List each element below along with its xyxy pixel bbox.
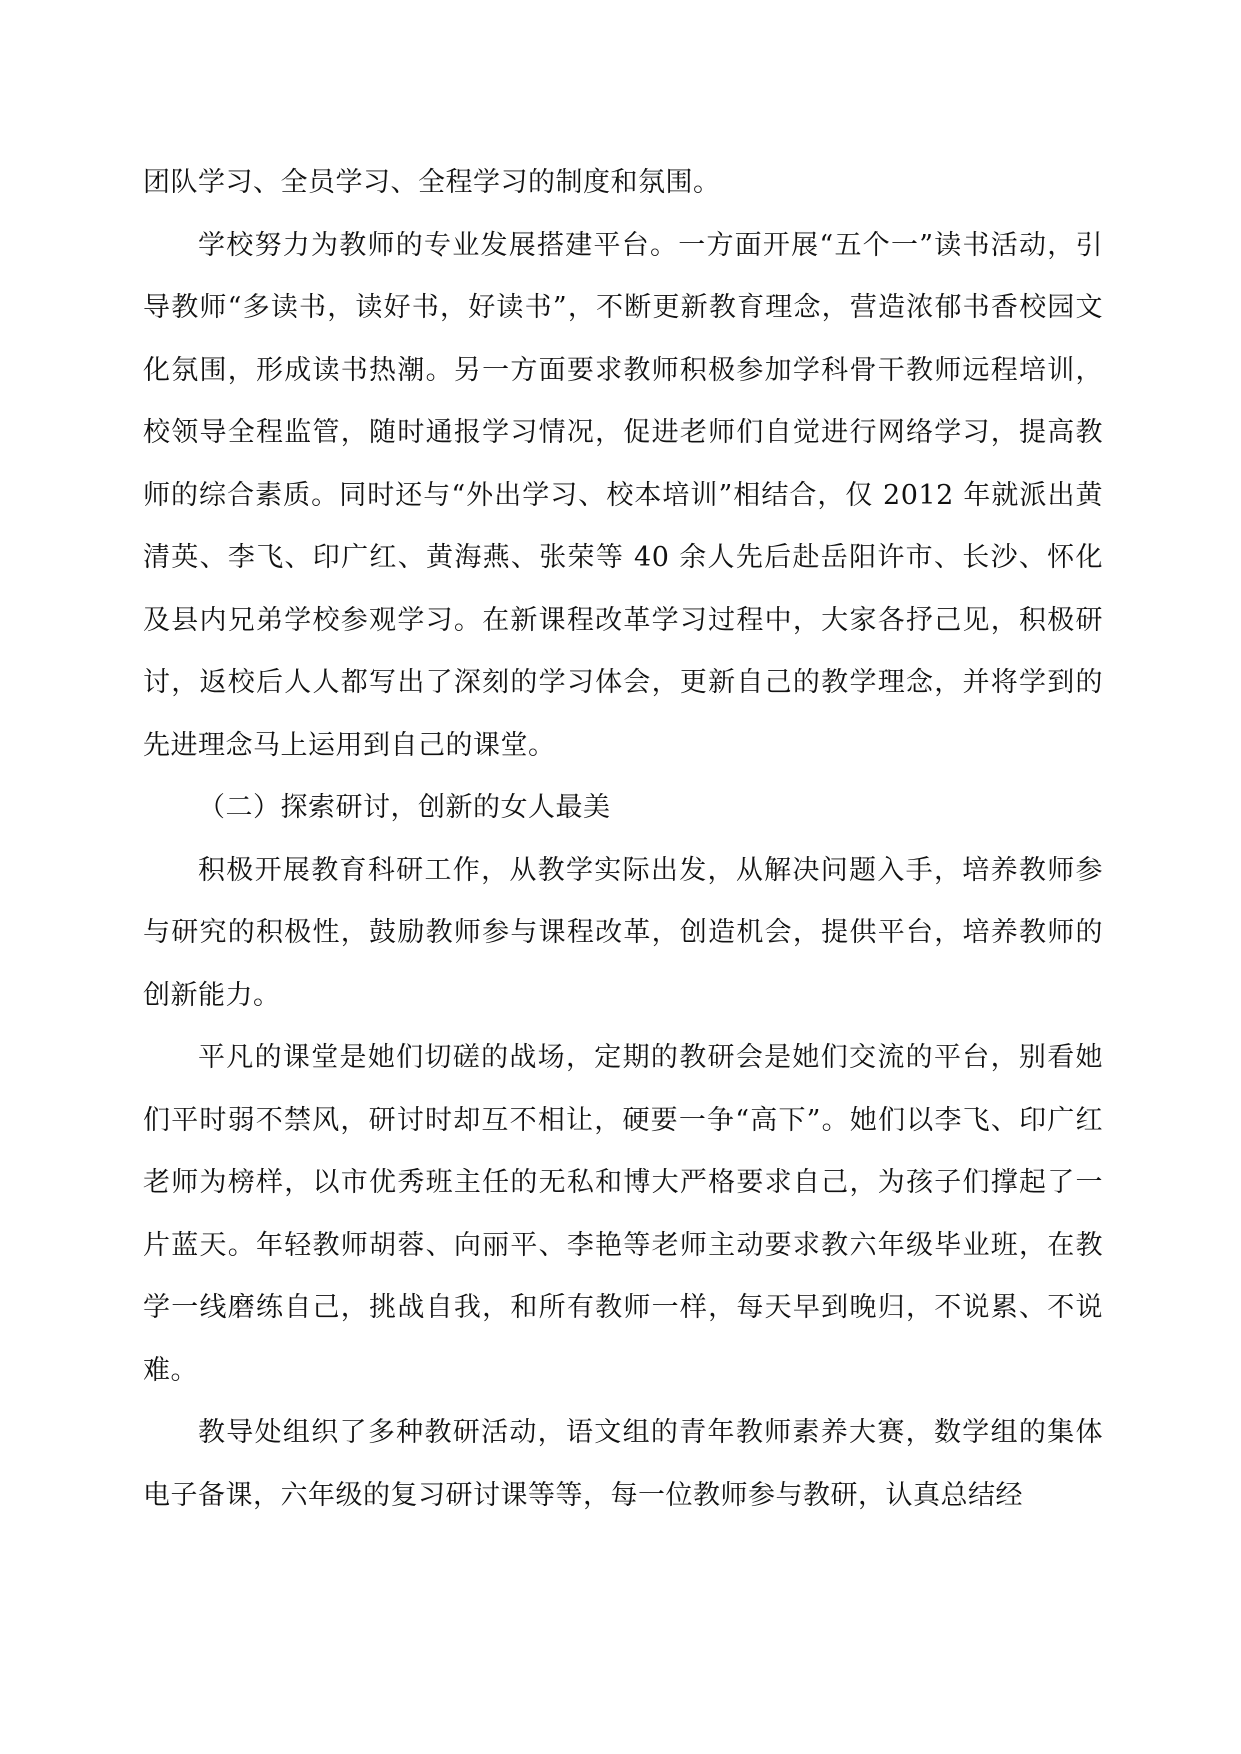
paragraph-teacher-development: 学校努力为教师的专业发展搭建平台。一方面开展“五个一”读书活动，引导教师“多读书，读好书，好读书”，不断更新教育理念，营造浓郁书香校园文化氛围，形成读书热潮。另一方面要求教师积极参加学科骨干教师远程培训，校领导全程监管，随时通报学习情况，促进老师们自觉进行网络学习，提高教师的综合素质。同时还与“外出学习、校本培训”相结合，仅 2012 年就派出黄清英、李飞、印广红、黄海燕、张荣等 40 余人先后赴岳阳许市、长沙、怀化及县内兄弟学校参观学习。在新课程改革学习过程中，大家各抒己见，积极研讨，返校后人人都写出了深刻的学习体会，更新自己的教学理念，并将学到的先进理念马上运用到自己的课堂。 — [143, 229, 1103, 761]
document-body — [143, 152, 1103, 1527]
section-heading: （二）探索研讨，创新的女人最美 — [198, 792, 611, 823]
paragraph-continuation: 团队学习、全员学习、全程学习的制度和氛围。 — [143, 167, 721, 198]
paragraph-classroom-battlefield: 平凡的课堂是她们切磋的战场，定期的教研会是她们交流的平台，别看她们平时弱不禁风，研讨时却互不相让，硬要一争“高下”。她们以李飞、印广红老师为榜样，以市优秀班主任的无私和博大严格要求自己，为孩子们撑起了一片蓝天。年轻教师胡蓉、向丽平、李艳等老师主动要求教六年级毕业班，在教学一线磨练自己，挑战自我，和所有教师一样，每天早到晚归，不说累、不说难。 — [143, 1042, 1103, 1386]
paragraph-teaching-activities: 教导处组织了多种教研活动，语文组的青年教师素养大赛，数学组的集体电子备课，六年级的复习研讨课等等，每一位教师参与教研，认真总结经 — [143, 1417, 1103, 1511]
paragraph-research-work: 积极开展教育科研工作，从教学实际出发，从解决问题入手，培养教师参与研究的积极性，鼓励教师参与课程改革，创造机会，提供平台，培养教师的创新能力。 — [143, 854, 1103, 1011]
